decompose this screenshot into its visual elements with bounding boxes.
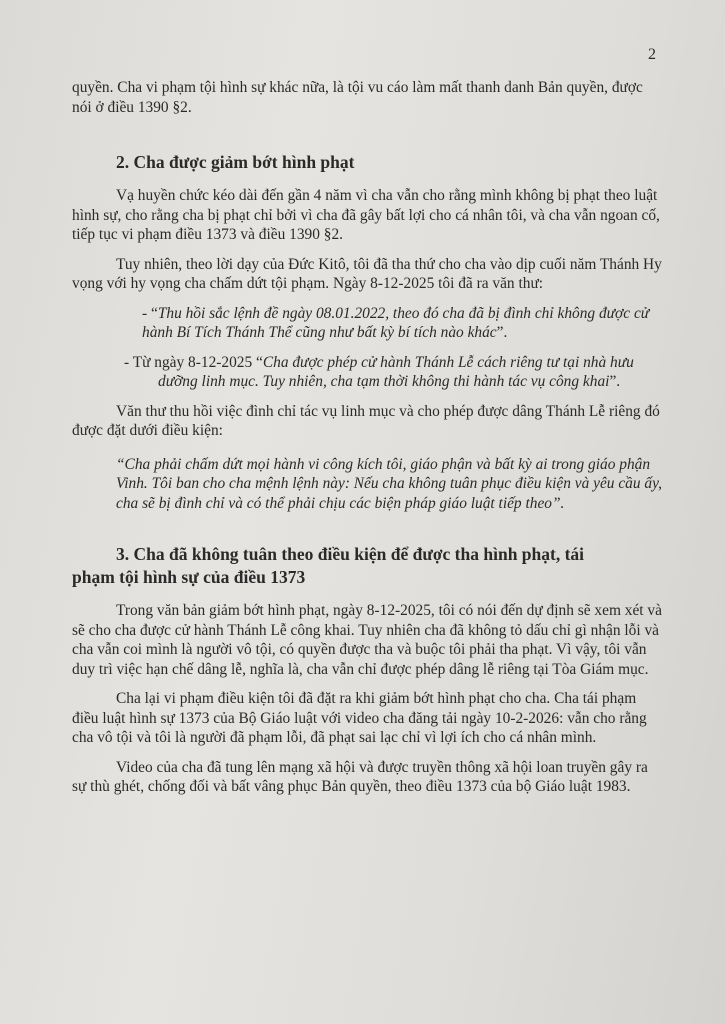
continued-paragraph: quyền. Cha vi phạm tội hình sự khác nữa, là tội vu cáo làm mất thanh danh Bản quyền, được nói ở điều 1390 §2. — [72, 79, 643, 116]
section-3-paragraph-1: Trong văn bản giảm bớt hình phạt, ngày 8-12-2025, tôi có nói đến dự định sẽ xem xét và sẽ cho cha được cử hành Thánh Lễ công khai. Tuy nhiên cha đã không tỏ dấu chỉ gì nhận lỗi và cha vẫn coi mình là người vô tội, có quyền được tha và buộc tôi phải tha phạt. Vì vậy, tôi vẫn duy trì việc hạn chế dâng lễ, nghĩa là, cha vẫn chỉ được phép dâng lễ riêng tại Tòa Giám mục. — [72, 602, 662, 678]
page-number: 2 — [648, 46, 656, 63]
section-3-heading: 3. Cha đã không tuân theo điều kiện để được tha hình phạt, tái phạm tội hình sự của điều 1373 — [72, 544, 585, 587]
section-3-paragraph-3: Video của cha đã tung lên mạng xã hội và được truyền thông xã hội loan truyền gây ra sự thù ghét, chống đối và bất vâng phục Bản quyền, theo điều 1373 của bộ Giáo luật 1983. — [72, 758, 648, 795]
section-3-paragraph-2: Cha lại vi phạm điều kiện tôi đã đặt ra khi giảm bớt hình phạt cho cha. Cha tái phạm điều luật hình sự 1373 của Bộ Giáo luật với video cha đăng tải ngày 10-2-2026: vẫn cho rằng cha vô tội và tôi là người đã phạm lỗi, đã phạt sai lạc chỉ vì lợi ích cho cá nhân mình. — [72, 690, 647, 746]
section-2-paragraph-2: Tuy nhiên, theo lời dạy của Đức Kitô, tôi đã tha thứ cho cha vào dịp cuối năm Thánh Hy vọng với hy vọng cha chấm dứt tội phạm. Ngày 8-12-2025 tôi đã ra văn thư: — [72, 255, 662, 292]
section-2-paragraph-1: Vạ huyền chức kéo dài đến gần 4 năm vì cha vẫn cho rằng mình không bị phạt theo luật hình sự, cho rằng cha bị phạt chỉ bởi vì cha đã gây bất lợi cho cá nhân tôi, và cha vẫn ngoan cố, tiếp tục vi phạm điều 1373 và điều 1390 §2. — [72, 187, 660, 243]
condition-quote: “Cha phải chấm dứt mọi hành vi công kích tôi, giáo phận và bất kỳ ai trong giáo phận Vinh. Tôi ban cho cha mệnh lệnh này: Nếu cha không tuân phục điều kiện và yêu cầu ấy, cha sẽ bị đình chỉ và có thể phải chịu các biện pháp giáo luật tiếp theo”. — [116, 455, 662, 512]
decree-item-2: - Từ ngày 8-12-2025 “Cha được phép cử hành Thánh Lễ cách riêng tư tại nhà hưu dưỡng linh mục. Tuy nhiên, cha tạm thời không thi hành tác vụ công khai”. — [124, 353, 634, 390]
document-body — [72, 78, 664, 807]
section-2-heading: 2. Cha được giảm bớt hình phạt — [116, 152, 355, 172]
decree-item-1: - “Thu hồi sắc lệnh đề ngày 08.01.2022, theo đó cha đã bị đình chỉ không được cử hành Bí Tích Thánh Thể cũng như bất kỳ bí tích nào khác”. — [142, 304, 650, 341]
section-2-paragraph-3: Văn thư thu hồi việc đình chỉ tác vụ linh mục và cho phép được dâng Thánh Lễ riêng đó được đặt dưới điều kiện: — [72, 402, 660, 439]
